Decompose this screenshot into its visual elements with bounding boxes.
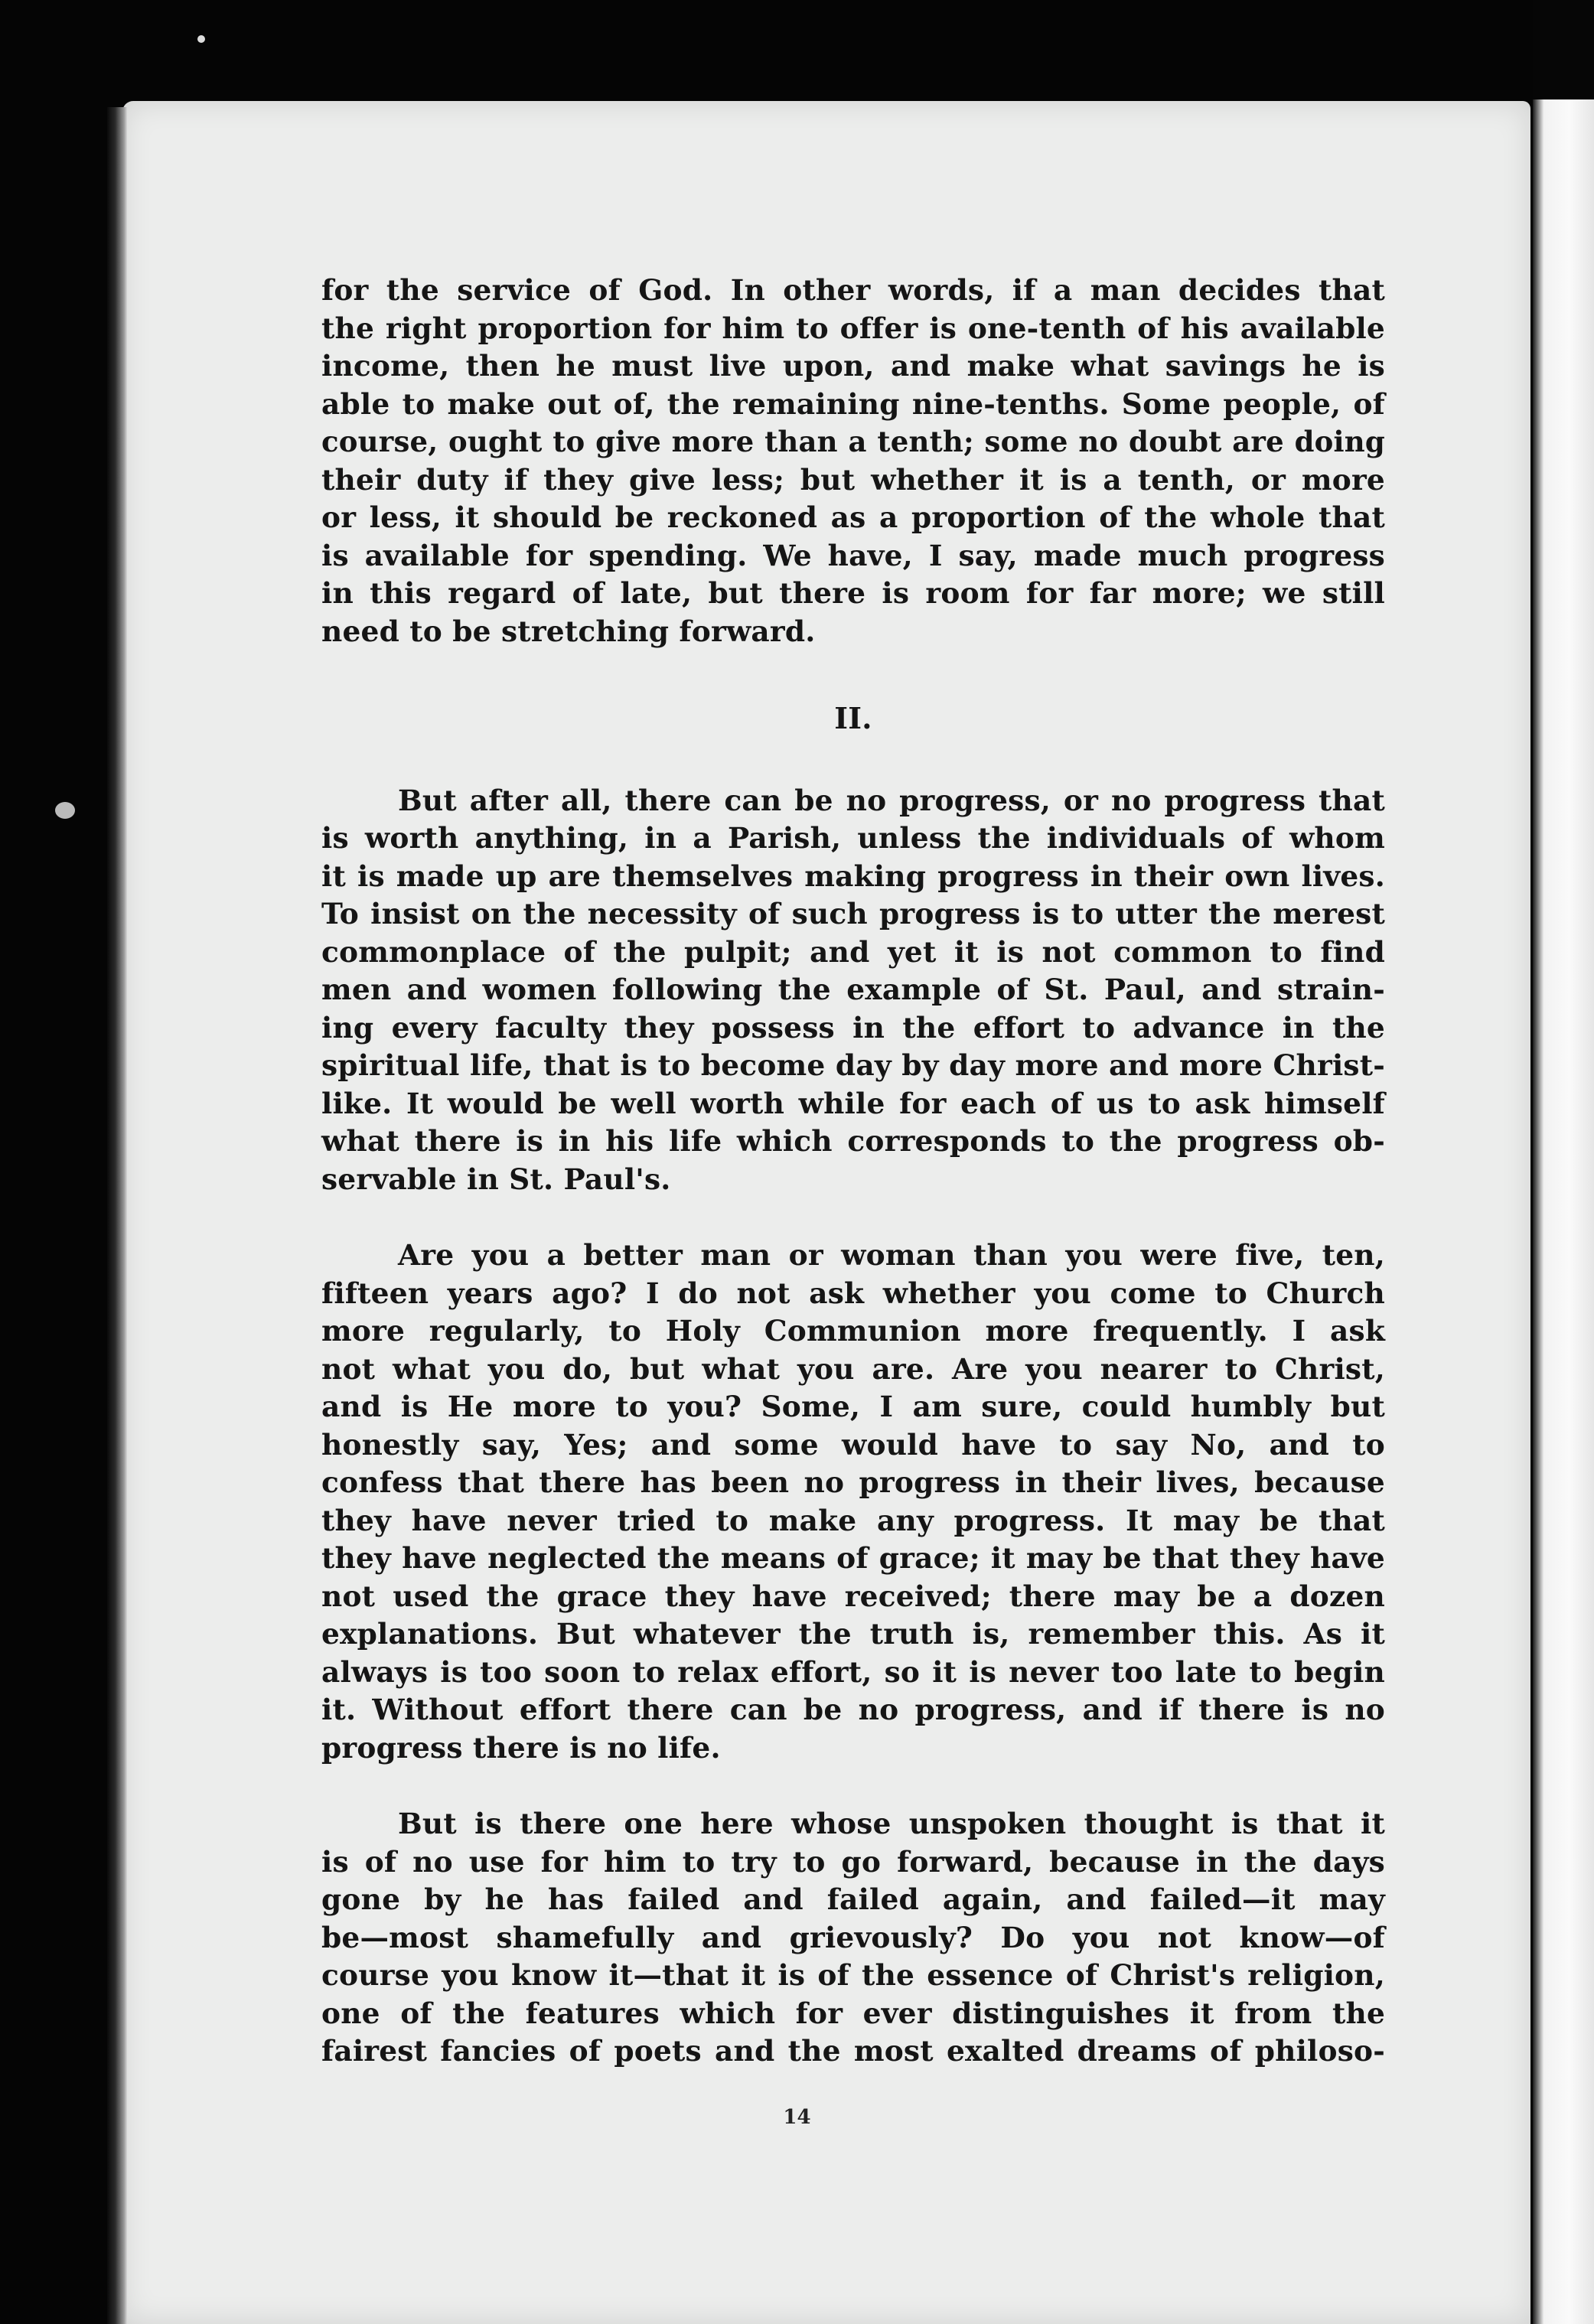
text-line: it. Without effort there can be no progress, and if there is no bbox=[321, 1693, 1385, 1726]
text-line: is worth anything, in a Parish, unless the individuals of whom bbox=[321, 821, 1385, 855]
scan-speck bbox=[197, 35, 205, 43]
text-line: able to make out of, the remaining nine-tenths. Some people, of bbox=[321, 386, 1385, 421]
text-line: is of no use for him to try to go forward, because in the days bbox=[321, 1844, 1385, 1879]
text-line: and is He more to you? Some, I am sure, could humbly but bbox=[321, 1390, 1385, 1423]
book-spine-edge bbox=[107, 107, 127, 2324]
text-line: is available for spending. We have, I say, made much progress bbox=[321, 538, 1385, 572]
text-line: Are you a better man or woman than you were five, ten, bbox=[398, 1238, 1385, 1272]
text-line: But is there one here whose unspoken thought is that it bbox=[398, 1807, 1385, 1840]
text-line: ing every faculty they possess in the effort to advance in the bbox=[321, 1010, 1385, 1045]
text-line: income, then he must live upon, and make what savings he is bbox=[321, 349, 1385, 383]
page-number: 14 bbox=[783, 2106, 811, 2129]
text-line: it is made up are themselves making progress in their own lives. bbox=[321, 859, 1385, 893]
paragraph-1 bbox=[321, 272, 1385, 650]
scan-speck bbox=[55, 802, 75, 819]
text-line: honestly say, Yes; and some would have to say No, and to bbox=[321, 1427, 1385, 1462]
text-line: more regularly, to Holy Communion more frequently. I ask bbox=[321, 1314, 1385, 1348]
text-line: like. It would be well worth while for each of us to ask himself bbox=[321, 1086, 1385, 1120]
text-line: servable in St. Paul's. bbox=[321, 1162, 671, 1196]
scan-background-top-right bbox=[1533, 0, 1594, 99]
paragraph-spacer bbox=[321, 1198, 1385, 1237]
text-line: explanations. But whatever the truth is, remember this. As it bbox=[321, 1617, 1385, 1651]
text-line: fifteen years ago? I do not ask whether you come to Church bbox=[321, 1276, 1385, 1310]
text-line: not what you do, but what you are. Are you nearer to Christ, bbox=[321, 1351, 1385, 1386]
text-line: progress there is no life. bbox=[321, 1730, 721, 1765]
text-line: But after all, there can be no progress, or no progress that bbox=[398, 783, 1385, 817]
text-line: confess that there has been no progress in their lives, because bbox=[321, 1465, 1385, 1499]
text-line: To insist on the necessity of such progress is to utter the merest bbox=[321, 897, 1385, 931]
text-line: need to be stretching forward. bbox=[321, 614, 816, 648]
text-line: course, ought to give more than a tenth; some no doubt are doing bbox=[321, 425, 1385, 458]
text-line: not used the grace they have received; there may be a dozen bbox=[321, 1579, 1385, 1613]
text-line: or less, it should be reckoned as a proportion of the whole that bbox=[321, 500, 1385, 534]
section-heading: II. bbox=[834, 701, 872, 735]
text-line: their duty if they give less; but whether it is a tenth, or more bbox=[321, 462, 1385, 497]
text-line: fairest fancies of poets and the most exalted dreams of philoso- bbox=[321, 2034, 1385, 2068]
text-line: they have neglected the means of grace; it may be that they have bbox=[321, 1541, 1385, 1575]
facing-page-edge bbox=[1533, 99, 1594, 2324]
paragraph-4 bbox=[321, 1805, 1385, 2071]
text-line: course you know it—that it is of the essence of Christ's religion, bbox=[321, 1958, 1385, 1992]
text-line: for the service of God. In other words, if a man decides that bbox=[321, 273, 1385, 307]
text-line: what there is in his life which corresponds to the progress ob- bbox=[321, 1124, 1385, 1158]
text-line: they have never tried to make any progress. It may be that bbox=[321, 1503, 1385, 1537]
text-line: men and women following the example of St. Paul, and strain- bbox=[321, 973, 1385, 1006]
paragraph-spacer bbox=[321, 1767, 1385, 1805]
text-line: be—most shamefully and grievously? Do you not know—of bbox=[321, 1920, 1385, 1954]
text-line: in this regard of late, but there is room for far more; we still bbox=[321, 576, 1385, 610]
paragraph-2 bbox=[321, 782, 1385, 1199]
text-line: commonplace of the pulpit; and yet it is not common to find bbox=[321, 934, 1385, 969]
paragraph-3 bbox=[321, 1237, 1385, 1767]
text-line: the right proportion for him to offer is one-tenth of his available bbox=[321, 311, 1385, 345]
text-line: one of the features which for ever distinguishes it from the bbox=[321, 1996, 1385, 2030]
body-text bbox=[321, 272, 1385, 2071]
text-line: spiritual life, that is to become day by day more and more Christ- bbox=[321, 1048, 1385, 1082]
text-line: always is too soon to relax effort, so it is never too late to begin bbox=[321, 1654, 1385, 1689]
text-line: gone by he has failed and failed again, and failed—it may bbox=[321, 1882, 1385, 1916]
